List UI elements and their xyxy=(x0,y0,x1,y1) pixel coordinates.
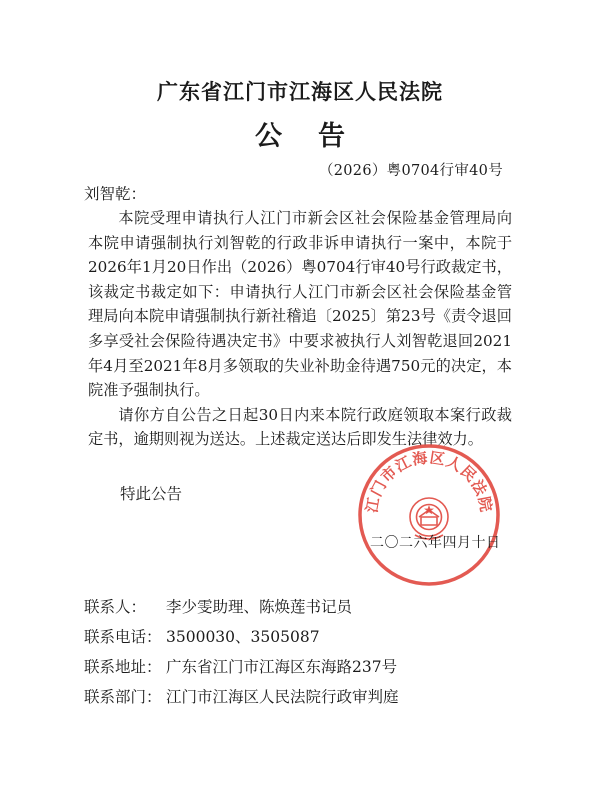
contact-department-label: 联系部门： xyxy=(84,688,162,706)
contact-department-row xyxy=(84,685,399,707)
notice-paragraph: 本院受理申请执行人江门市新会区社会保险基金管理局向本院申请强制执行刘智乾的行政非诉申请执行一案中，本院于2026年1月20日作出（2026）粤0704行审40号行政裁定书，该裁定书裁定如下：申请执行人江门市新会区社会保险基金管理局向本院申请强制执行新社稽追〔2025〕第23号《责令退回多享受社会保险待遇决定书》中要求被执行人刘智乾退回2021年4月至2021年8月多领取的失业补助金待遇750元的决定，本院准予强制执行。 xyxy=(88,209,512,400)
contact-address-label: 联系地址： xyxy=(84,658,162,676)
svg-text:江门市江海区人民法院: 江门市江海区人民法院 xyxy=(362,448,496,515)
contact-department-value: 江门市江海区人民法院行政审判庭 xyxy=(166,688,399,706)
contact-address-row xyxy=(84,655,397,677)
contact-person-row xyxy=(84,595,352,617)
contact-person-label: 联系人： xyxy=(84,598,147,616)
contact-phone-label: 联系电话： xyxy=(84,628,162,646)
contact-phone-value: 3500030、3505087 xyxy=(166,628,320,646)
issue-date: 二〇二六年四月十日 xyxy=(370,535,501,551)
court-seal xyxy=(357,443,501,587)
contact-person-value: 李少雯助理、陈焕莲书记员 xyxy=(166,598,353,616)
contact-address-value: 广东省江门市江海区东海路237号 xyxy=(166,658,398,676)
notice-body xyxy=(88,206,512,452)
notice-paragraph: 请你方自公告之日起30日内来本院行政庭领取本案行政裁定书，逾期则视为送达。上述裁定送达后即发生法律效力。 xyxy=(88,405,512,449)
contact-phone-row xyxy=(84,625,320,647)
recipient: 刘智乾： xyxy=(84,185,147,203)
case-number: （2026）粤0704行审40号 xyxy=(318,163,503,179)
document-title: 公告 xyxy=(255,121,381,152)
closing-text: 特此公告 xyxy=(120,485,183,503)
court-name: 广东省江门市江海区人民法院 xyxy=(157,79,443,104)
